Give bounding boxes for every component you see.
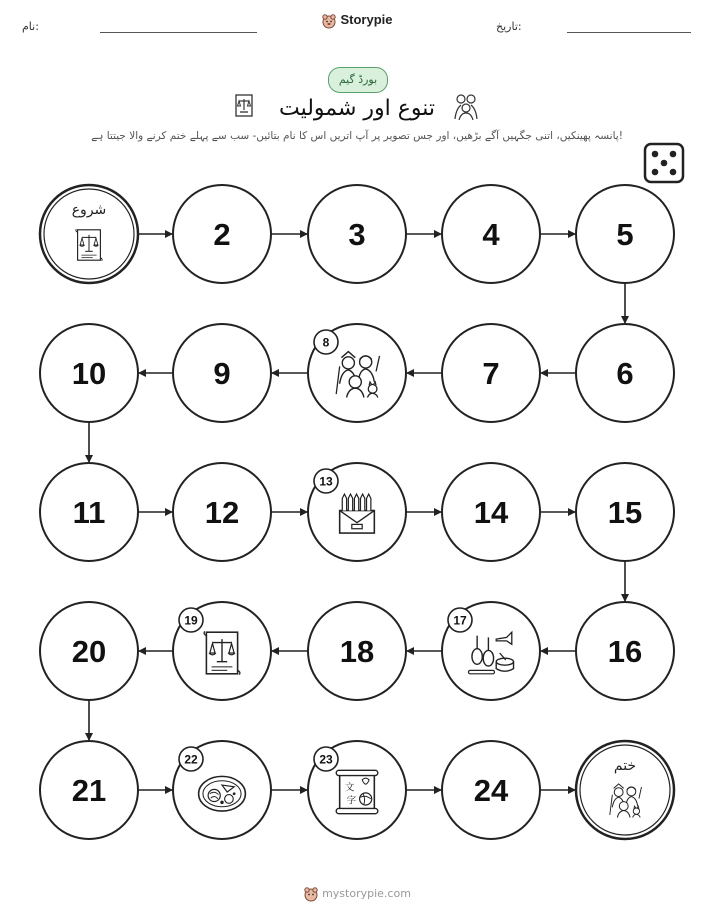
start-space[interactable] <box>40 185 138 283</box>
space-number: 7 <box>482 356 500 391</box>
board-game-badge: بورڈ گیم <box>328 67 388 93</box>
space-number: 9 <box>213 356 231 391</box>
board-space-11[interactable] <box>40 463 138 561</box>
footer <box>0 886 714 902</box>
board-space-2[interactable] <box>173 185 271 283</box>
board-space-24[interactable] <box>442 741 540 839</box>
space-number: 21 <box>71 773 107 808</box>
space-number-badge: 13 <box>319 474 333 489</box>
board-space-16[interactable] <box>576 602 674 700</box>
board-space-20[interactable] <box>40 602 138 700</box>
board-space-4[interactable] <box>442 185 540 283</box>
board-space-13[interactable] <box>308 463 406 561</box>
page-title: تنوع اور شمولیت <box>278 96 436 121</box>
space-number: 10 <box>71 356 107 391</box>
board-space-14[interactable] <box>442 463 540 561</box>
name-label: نام: <box>22 20 39 33</box>
food-plate-icon <box>199 776 246 811</box>
board-space-19[interactable] <box>173 602 271 700</box>
board-space-10[interactable] <box>40 324 138 422</box>
space-number: 20 <box>71 634 107 669</box>
space-number: 6 <box>616 356 634 391</box>
space-number: 14 <box>473 495 509 530</box>
board-space-6[interactable] <box>576 324 674 422</box>
board-space-18[interactable] <box>308 602 406 700</box>
space-number: 2 <box>213 217 231 252</box>
board-space-8[interactable] <box>308 324 406 422</box>
board-space-5[interactable] <box>576 185 674 283</box>
board-space-9[interactable] <box>173 324 271 422</box>
date-label: تاریخ: <box>496 20 522 33</box>
scroll-map-icon <box>336 770 378 813</box>
board-space-17[interactable] <box>442 602 540 700</box>
end-space[interactable] <box>576 741 674 839</box>
instructions: پانسہ پھینکیں، اتنی جگہیں آگے بڑھیں، اور جس تصویر پر آپ اتریں اس کا نام بتائیں- سب سے پہلے ختم کرنے والا جیتتا ہے! <box>91 130 623 142</box>
board-space-15[interactable] <box>576 463 674 561</box>
space-number: 4 <box>482 217 500 252</box>
storypie-footer-logo-icon <box>303 886 319 902</box>
space-number: 18 <box>339 634 375 669</box>
board-space-7[interactable] <box>442 324 540 422</box>
space-number-badge: 8 <box>322 335 330 350</box>
board-space-12[interactable] <box>173 463 271 561</box>
scales-document-icon <box>76 229 102 261</box>
space-number: 11 <box>72 495 106 530</box>
space-number-badge: 19 <box>184 613 198 628</box>
space-number: 12 <box>204 495 240 530</box>
board-space-23[interactable] <box>308 741 406 839</box>
scales-document-icon <box>204 631 240 674</box>
space-number: 24 <box>473 773 509 808</box>
space-number-badge: 17 <box>453 613 467 628</box>
board-space-21[interactable] <box>40 741 138 839</box>
start-label: شروع <box>71 202 107 218</box>
space-number: 16 <box>607 634 643 669</box>
board-space-22[interactable] <box>173 741 271 839</box>
space-number: 3 <box>348 217 366 252</box>
footer-url: mystorypie.com <box>322 887 411 900</box>
space-number-badge: 23 <box>319 752 333 767</box>
space-number-badge: 22 <box>184 752 198 767</box>
end-label: ختم <box>613 758 637 774</box>
brand-name: Storypie <box>340 12 393 27</box>
space-number: 15 <box>607 495 643 530</box>
crayons-icon <box>340 494 375 533</box>
board-space-3[interactable] <box>308 185 406 283</box>
space-number: 5 <box>616 217 634 252</box>
